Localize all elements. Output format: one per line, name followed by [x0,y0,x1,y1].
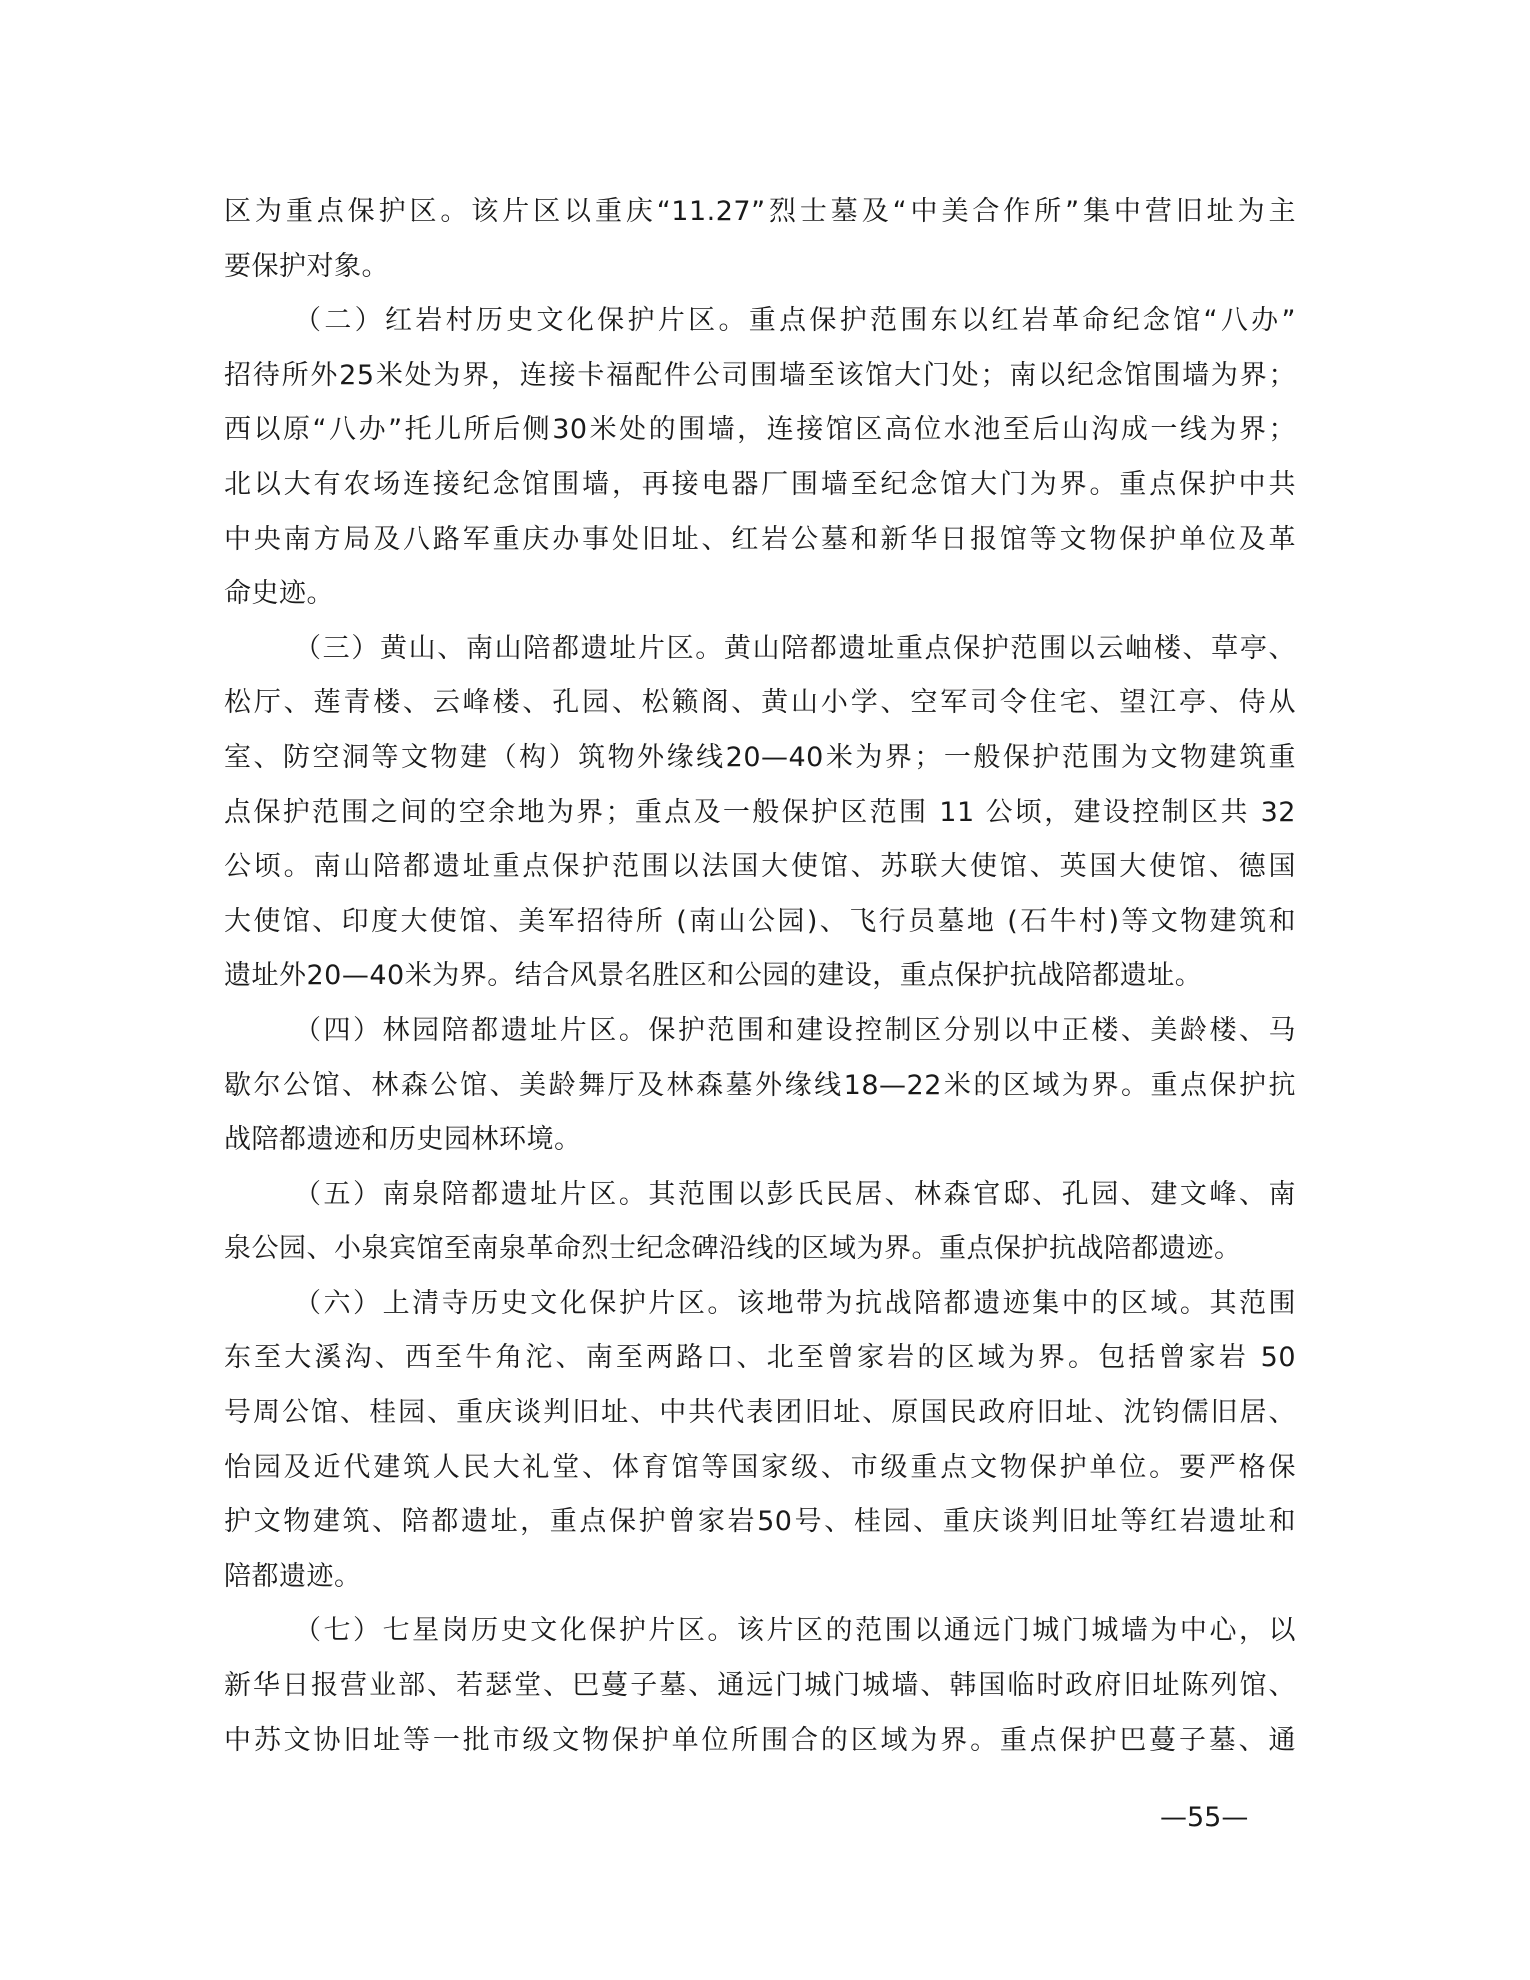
document-body [224,185,1296,1768]
text-line: 室、防空洞等文物建（构）筑物外缘线20—40米为界；一般保护范围为文物建筑重 [224,741,1296,773]
text-line: 点保护范围之间的空余地为界；重点及一般保护区范围 11 公顷，建设控制区共 32 [224,796,1296,828]
paragraph-hongyan-village [224,294,1296,622]
text-line: （四）林园陪都遗址片区。保护范围和建设控制区分别以中正楼、美龄楼、马 [294,1014,1296,1046]
text-line: 泉公园、小泉宾馆至南泉革命烈士纪念碑沿线的区域为界。重点保护抗战陪都遗迹。 [224,1233,1242,1265]
text-line: 中苏文协旧址等一批市级文物保护单位所围合的区域为界。重点保护巴蔓子墓、通 [224,1724,1296,1756]
text-line: 怡园及近代建筑人民大礼堂、体育馆等国家级、市级重点文物保护单位。要严格保 [224,1451,1296,1483]
text-line: 护文物建筑、陪都遗址，重点保护曾家岩50号、桂园、重庆谈判旧址等红岩遗址和 [224,1506,1296,1538]
text-line: （七）七星岗历史文化保护片区。该片区的范围以通远门城门城墙为中心，以 [294,1615,1296,1647]
text-line: （三）黄山、南山陪都遗址片区。黄山陪都遗址重点保护范围以云岫楼、草亭、 [294,632,1296,664]
text-line: 北以大有农场连接纪念馆围墙，再接电器厂围墙至纪念馆大门为界。重点保护中共 [224,468,1296,500]
text-line: （六）上清寺历史文化保护片区。该地带为抗战陪都遗迹集中的区域。其范围 [294,1287,1296,1319]
paragraph-qixinggang [224,1604,1296,1768]
text-line: 战陪都遗迹和历史园林环境。 [224,1124,582,1156]
text-line: 大使馆、印度大使馆、美军招待所 (南山公园)、飞行员墓地 (石牛村)等文物建筑和 [224,905,1296,937]
text-line: 陪都遗迹。 [224,1560,362,1592]
text-line: 区为重点保护区。该片区以重庆“11.27”烈士墓及“中美合作所”集中营旧址为主 [224,196,1296,227]
text-line: 西以原“八办”托儿所后侧30米处的围墙，连接馆区高位水池至后山沟成一线为界； [224,414,1296,446]
paragraph-linyuan [224,1004,1296,1168]
text-line: 松厅、莲青楼、云峰楼、孔园、松籁阁、黄山小学、空军司令住宅、望江亭、侍从 [224,687,1296,719]
text-line: 新华日报营业部、若瑟堂、巴蔓子墓、通远门城门城墙、韩国临时政府旧址陈列馆、 [224,1670,1296,1702]
paragraph-nanquan [224,1168,1296,1277]
paragraph-continuation [224,185,1296,294]
text-line: 东至大溪沟、西至牛角沱、南至两路口、北至曾家岩的区域为界。包括曾家岩 50 [224,1342,1296,1374]
text-line: 歇尔公馆、林森公馆、美龄舞厅及林森墓外缘线18—22米的区域为界。重点保护抗 [224,1069,1296,1101]
text-line: （二）红岩村历史文化保护片区。重点保护范围东以红岩革命纪念馆“八办” [294,305,1296,337]
text-line: 招待所外25米处为界，连接卡福配件公司围墙至该馆大门处；南以纪念馆围墙为界； [224,359,1296,391]
text-line: 号周公馆、桂园、重庆谈判旧址、中共代表团旧址、原国民政府旧址、沈钧儒旧居、 [224,1397,1296,1429]
text-line: 中央南方局及八路军重庆办事处旧址、红岩公墓和新华日报馆等文物保护单位及革 [224,523,1296,555]
paragraph-shangqingsi [224,1277,1296,1605]
paragraph-huangshan-nanshan [224,622,1296,1004]
text-line: 遗址外20—40米为界。结合风景名胜区和公园的建设，重点保护抗战陪都遗址。 [224,960,1203,992]
text-line: 公顷。南山陪都遗址重点保护范围以法国大使馆、苏联大使馆、英国大使馆、德国 [224,851,1296,883]
text-line: 命史迹。 [224,578,334,610]
text-line: （五）南泉陪都遗址片区。其范围以彭氏民居、林森官邸、孔园、建文峰、南 [294,1178,1296,1210]
page-number: —55— [1160,1802,1249,1833]
text-line: 要保护对象。 [224,250,389,282]
